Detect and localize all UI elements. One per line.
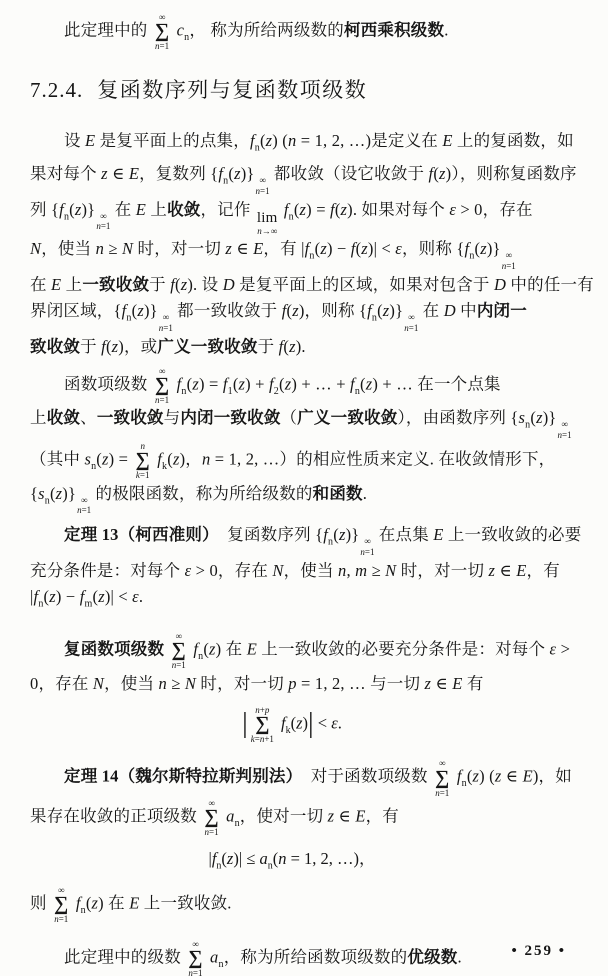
text-line: 定理 13（柯西准则） 复函数序列 $\{f_n(z)\}$ ∞ n=1 在点集 E 上一致收敛的必要 [64,525,582,557]
text-line: （其中 $s_n(z)$ = n ∑ k=1 $f_k(z)$，n = 1, 2, …）的相应性质来定义. 在收敛情形下， [30,440,556,481]
text-line: 果存在收敛的正项级数 ∞ ∑ n=1 $a_n$，使对一切 z ∈ E，有 [30,798,399,838]
text-line: $\{s_n(z)\}$ ∞ n=1 的极限函数，称为所给级数的和函数. [30,483,368,516]
text-line: N，使当 n ≥ N 时，对一切 z ∈ E，有 $|f_n(z) - f(z)| < \varepsilon$，则称 $\{f_n(z)\}$ ∞ n=1 [30,239,516,272]
text-line: 0，存在 N，使当 n ≥ N 时，对一切 p = 1, 2, … 与一切 z ∈ E 有 [30,673,484,693]
paragraph-closing [30,939,594,976]
display-formula-partial-sum: | n+p ∑ k=n+1 $f_k(z)| < \varepsilon$. [242,704,342,745]
paragraph-theorem-14 [30,758,594,924]
paragraph-series-definition [30,366,594,517]
text-line: 设 E 是复平面上的点集，$f_n(z) (n = 1$, 2, …)是定义在 E 上的复函数，如 [64,130,574,153]
text-line: 致收敛于 f(z)，或广义一致收敛于 f(z). [30,336,306,356]
text-line: 列 $\{f_n(z)\}$ ∞ n=1 在 E 上收敛，记作 lim n→∞ $f_n(z) = f(z)$. 如果对每个 ε > 0，存在 [30,199,533,236]
section-title: 复函数序列与复函数项级数 [97,77,368,102]
page-number: • 259 • [511,943,566,959]
text-line: 上收敛、一致收敛与内闭一致收敛（广义一致收敛），由函数序列 $\{s_n(z)\}$ ∞ n=1 [30,408,572,441]
paragraph-definition [30,128,594,360]
paragraph-series-criterion [30,631,594,744]
text-line: 则 ∞ ∑ n=1 $f_n(z)$ 在 E 上一致收敛. [30,885,232,925]
top-note: 此定理中的 ∞ ∑ n=1 $c_n$， 称为所给两级数的柯西乘积级数. [64,12,449,52]
text-line: 复函数项级数 ∞ ∑ n=1 $f_n(z)$ 在 E 上一致收敛的必要充分条件是：对每个 ε > [64,631,571,671]
display-formula-majorant-bound: $|f_n(z)| \le a_n(n = 1$, 2, …)， [208,848,376,872]
paragraph-theorem-13 [30,522,594,617]
text-line: 充分条件是：对每个 ε > 0，存在 N，使当 n, m ≥ N 时，对一切 z ∈ E，有 [30,560,560,580]
section-heading [30,76,594,104]
text-line: 此定理中的级数 ∞ ∑ n=1 $a_n$，称为所给函数项级数的优级数. [64,938,462,976]
text-line: $|f_n(z) - f_m(z)| < \varepsilon$. [30,586,144,610]
text-line: 在 E 上一致收敛于 f(z). 设 D 是复平面上的区域，如果对包含于 D 中的任一有 [30,274,594,294]
text-line: 定理 14（魏尔斯特拉斯判别法） 对于函数项级数 ∞ ∑ n=1 $f_n(z)$ (z ∈ E)，如 [64,758,572,798]
text-line: 果对每个 z ∈ E，复数列 $\{f_n(z)\}$ ∞ n=1 都收敛（设它收敛于 f(z)），则称复函数序 [30,163,577,196]
text-line: 界闭区域，$\{f_n(z)\}$ ∞ n=1 都一致收敛于 f(z)，则称 $\{f_n(z)\}$ ∞ n=1 在 D 中内闭一 [30,300,527,333]
text-line: 函数项级数 ∞ ∑ n=1 $f_n(z) = f_1(z) + f_2(z)$ + … + $f_n(z)$ + … 在一个点集 [64,365,501,405]
section-number: 7.2.4. [30,77,84,102]
